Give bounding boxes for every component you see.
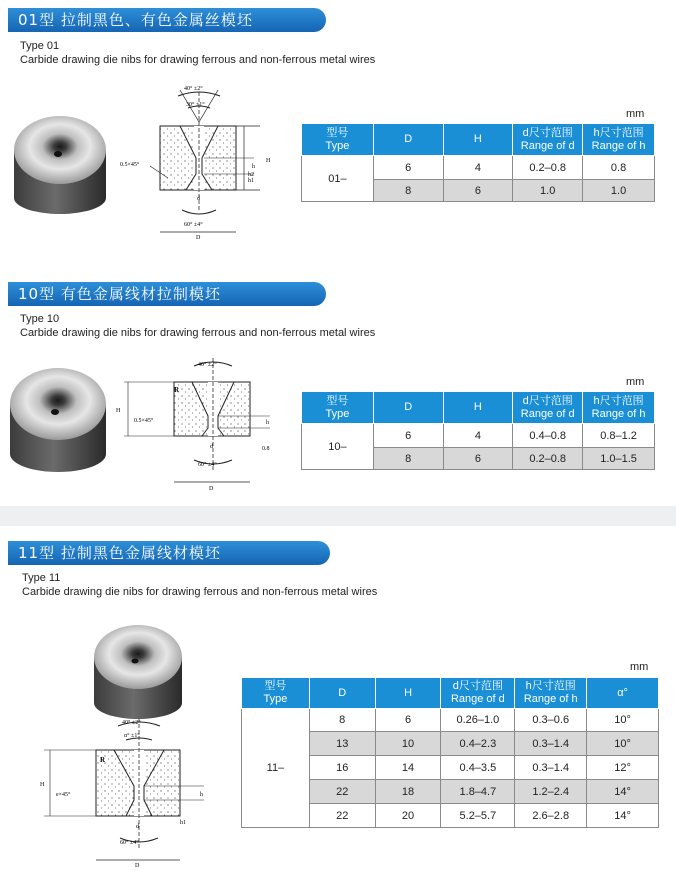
section-11-description: Carbide drawing die nibs for drawing ferrous and non-ferrous metal wires bbox=[22, 586, 378, 598]
section-01-banner: 01型 拉制黑色、有色金属丝模坯 bbox=[8, 8, 326, 32]
table-cell: 6 bbox=[443, 448, 513, 470]
s11-header-H: H bbox=[375, 678, 441, 709]
s11-chamfer: e×45° bbox=[56, 792, 71, 798]
s10-header-type: 型号 Type bbox=[302, 392, 374, 424]
section-10-unit: mm bbox=[626, 376, 645, 388]
table-cell: 14 bbox=[375, 756, 441, 780]
table-cell: 1.0 bbox=[583, 180, 655, 202]
table-cell: 10° bbox=[587, 709, 659, 732]
s01-header-h: h尺寸范围 Range of h bbox=[583, 124, 655, 156]
section-10-type-label: Type 10 bbox=[20, 313, 60, 325]
section-10-nib-image bbox=[8, 360, 108, 478]
table-cell: 16 bbox=[309, 756, 375, 780]
table-cell: 6 bbox=[443, 180, 513, 202]
table-cell: 22 bbox=[309, 780, 375, 804]
section-01-description: Carbide drawing die nibs for drawing ferrous and non-ferrous metal wires bbox=[20, 54, 376, 66]
s10-D: D bbox=[209, 486, 214, 492]
s11-D: D bbox=[135, 863, 140, 868]
s10-h1: 0.8 bbox=[262, 446, 270, 452]
s11-top-angle: 40° ±2° bbox=[122, 720, 141, 726]
table-cell: 18 bbox=[375, 780, 441, 804]
table-cell: 13 bbox=[309, 732, 375, 756]
s10-H: H bbox=[116, 408, 121, 414]
s10-R: R bbox=[174, 386, 180, 394]
s10-header-d: d尺寸范围 Range of d bbox=[513, 392, 583, 424]
table-row bbox=[302, 424, 655, 448]
table-row bbox=[302, 156, 655, 180]
s01-d: d bbox=[197, 196, 200, 202]
s10-h: h bbox=[266, 420, 269, 426]
s11-inner-angle: α° ±1° bbox=[124, 733, 140, 739]
table-cell: 20 bbox=[375, 804, 441, 828]
table-cell: 14° bbox=[587, 804, 659, 828]
s11-header-alpha: α° bbox=[587, 678, 659, 709]
s01-header-D: D bbox=[373, 124, 443, 156]
section-10-description: Carbide drawing die nibs for drawing ferrous and non-ferrous metal wires bbox=[20, 327, 376, 339]
table-cell: 6 bbox=[373, 156, 443, 180]
table-cell: 4 bbox=[443, 424, 513, 448]
section-10-banner: 10型 有色金属线材拉制模坯 bbox=[8, 282, 326, 306]
s01-D: D bbox=[196, 235, 201, 241]
section-11-banner: 11型 拉制黑色金属线材模坯 bbox=[8, 541, 330, 565]
section-01-unit: mm bbox=[626, 108, 645, 120]
s01-header-d: d尺寸范围 Range of d bbox=[513, 124, 583, 156]
s01-type-cell: 01– bbox=[302, 156, 374, 202]
s10-chamfer: 0.5×45° bbox=[134, 418, 154, 424]
s01-h2: h2 bbox=[248, 172, 254, 178]
table-cell: 1.0 bbox=[513, 180, 583, 202]
s11-header-h: h尺寸范围 Range of h bbox=[515, 678, 587, 709]
s01-back-angle: 60° ±4° bbox=[184, 222, 203, 228]
s10-top-angle: 40° ±2° bbox=[198, 362, 217, 368]
s01-H: H bbox=[266, 158, 271, 164]
table-cell: 1.8–4.7 bbox=[441, 780, 515, 804]
table-cell: 0.8–1.2 bbox=[583, 424, 655, 448]
s10-back-angle: 60° ±4° bbox=[198, 462, 217, 468]
s11-header-type: 型号 Type bbox=[242, 678, 310, 709]
table-cell: 8 bbox=[309, 709, 375, 732]
table-cell: 5.2–5.7 bbox=[441, 804, 515, 828]
s11-h1: h1 bbox=[180, 820, 186, 826]
s01-h: h bbox=[252, 164, 255, 170]
section-11-unit: mm bbox=[630, 661, 649, 673]
table-cell: 1.2–2.4 bbox=[515, 780, 587, 804]
s11-header-d: d尺寸范围 Range of d bbox=[441, 678, 515, 709]
table-cell: 0.26–1.0 bbox=[441, 709, 515, 732]
table-cell: 22 bbox=[309, 804, 375, 828]
section-01-nib-image bbox=[12, 108, 108, 218]
table-cell: 0.4–0.8 bbox=[513, 424, 583, 448]
section-10-technical-drawing bbox=[110, 352, 290, 492]
s01-header-type: 型号 Type bbox=[302, 124, 374, 156]
s10-header-h: h尺寸范围 Range of h bbox=[583, 392, 655, 424]
section-10-spec-table bbox=[301, 391, 655, 470]
s11-d: d bbox=[136, 824, 139, 830]
table-cell: 0.3–0.6 bbox=[515, 709, 587, 732]
s11-type-cell: 11– bbox=[242, 709, 310, 828]
s11-back-angle: 60° ±4° bbox=[120, 840, 139, 846]
s01-header-H: H bbox=[443, 124, 513, 156]
section-separator bbox=[0, 506, 676, 526]
s11-H: H bbox=[40, 782, 45, 788]
table-cell: 0.3–1.4 bbox=[515, 756, 587, 780]
section-01-spec-table bbox=[301, 123, 655, 202]
table-cell: 6 bbox=[375, 709, 441, 732]
s10-d: d bbox=[210, 444, 213, 450]
section-11-nib-image bbox=[92, 617, 184, 721]
table-cell: 0.4–2.3 bbox=[441, 732, 515, 756]
section-01-type-label: Type 01 bbox=[20, 40, 60, 52]
s11-R: R bbox=[100, 756, 106, 764]
table-cell: 8 bbox=[373, 448, 443, 470]
table-cell: 0.3–1.4 bbox=[515, 732, 587, 756]
section-11-technical-drawing bbox=[40, 712, 220, 868]
s01-inner-angle: 30° ±1° bbox=[186, 102, 205, 108]
table-cell: 6 bbox=[373, 424, 443, 448]
section-11-spec-table bbox=[241, 677, 659, 828]
table-cell: 10° bbox=[587, 732, 659, 756]
table-cell: 1.0–1.5 bbox=[583, 448, 655, 470]
s01-h1: h1 bbox=[248, 178, 254, 184]
table-cell: 10 bbox=[375, 732, 441, 756]
section-01-technical-drawing bbox=[120, 82, 300, 242]
table-cell: 0.2–0.8 bbox=[513, 448, 583, 470]
table-cell: 0.8 bbox=[583, 156, 655, 180]
section-11-type-label: Type 11 bbox=[22, 572, 61, 584]
s11-h: h bbox=[200, 792, 203, 798]
table-cell: 0.4–3.5 bbox=[441, 756, 515, 780]
table-row bbox=[242, 709, 659, 732]
table-cell: 2.6–2.8 bbox=[515, 804, 587, 828]
table-cell: 8 bbox=[373, 180, 443, 202]
s01-top-angle: 40° ±2° bbox=[184, 86, 203, 92]
s10-header-D: D bbox=[373, 392, 443, 424]
s10-header-H: H bbox=[443, 392, 513, 424]
s10-type-cell: 10– bbox=[302, 424, 374, 470]
table-cell: 0.2–0.8 bbox=[513, 156, 583, 180]
s11-header-D: D bbox=[309, 678, 375, 709]
table-cell: 4 bbox=[443, 156, 513, 180]
table-cell: 12° bbox=[587, 756, 659, 780]
s01-chamfer: 0.5×45° bbox=[120, 162, 140, 168]
table-cell: 14° bbox=[587, 780, 659, 804]
